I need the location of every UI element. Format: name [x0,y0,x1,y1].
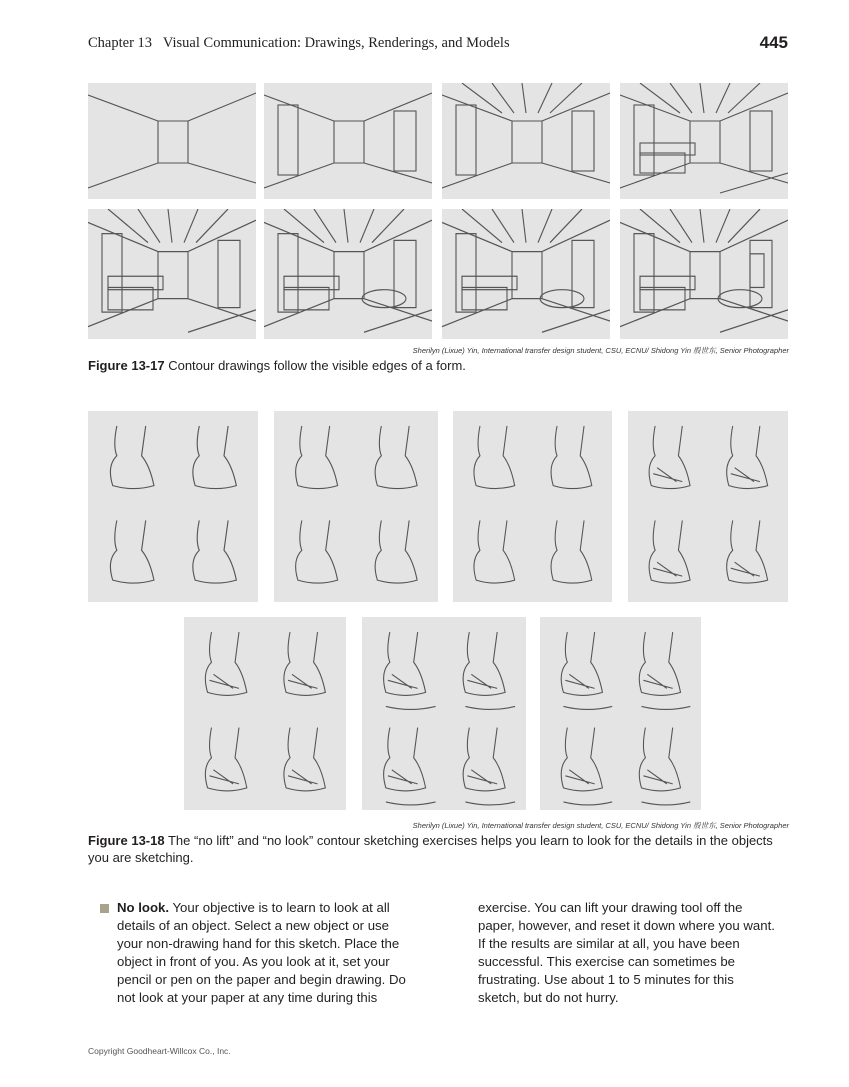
foot-sketch-4 [628,411,788,602]
bullet-term: No look. [117,900,170,915]
figure-label: Figure 13-18 [88,833,165,848]
foot-sketch-2 [274,411,438,602]
room-sketch-7 [442,209,610,339]
room-sketch-1 [88,83,256,199]
bullet-icon [100,904,109,913]
chapter-title: Visual Communication: Drawings, Renderings, and Models [162,35,510,51]
copyright: Copyright Goodheart-Willcox Co., Inc. [88,1046,231,1056]
caption-text: Contour drawings follow the visible edges of a form. [164,358,466,373]
body-column-left [117,899,417,1007]
photo-credit: Sherilyn (Lixue) Yin, International transfer design student, CSU, ECNU/ Shidong Yin 殷世东, Senior Photographer [412,821,789,830]
running-header [88,35,510,52]
foot-sketch-7 [540,617,701,810]
room-sketch-5 [88,209,256,339]
body-text: Your objective is to learn to look at all details of an object. Select a new object or use your non-drawing hand for this sketch. Place the object in front of you. As you look at it, set your pencil or pen on the paper and begin drawing. Do not look at your paper at any time during this [117,900,406,1005]
chapter-label: Chapter 13 [88,35,153,51]
figure-caption [88,357,778,374]
room-sketch-4 [620,83,788,199]
room-sketch-2 [264,83,432,199]
foot-sketch-3 [453,411,612,602]
foot-sketch-5 [184,617,346,810]
figure-caption [88,832,778,866]
room-sketch-8 [620,209,788,339]
room-sketch-3 [442,83,610,199]
figure-label: Figure 13-17 [88,358,165,373]
body-column-right: exercise. You can lift your drawing tool off the paper, however, and reset it down where you want. If the results are similar at all, you have been successful. This exercise can sometimes be frustrating. Use about 1 to 5 minutes for this sketch, but do not hurry. [478,900,775,1005]
page-number: 445 [759,33,788,52]
room-sketch-6 [264,209,432,339]
foot-sketch-6 [362,617,526,810]
caption-text: The “no lift” and “no look” contour sketching exercises helps you learn to look for the details in the objects you are sketching. [88,833,773,865]
foot-sketch-1 [88,411,258,602]
photo-credit: Sherilyn (Lixue) Yin, International transfer design student, CSU, ECNU/ Shidong Yin 殷世东, Senior Photographer [412,346,789,355]
